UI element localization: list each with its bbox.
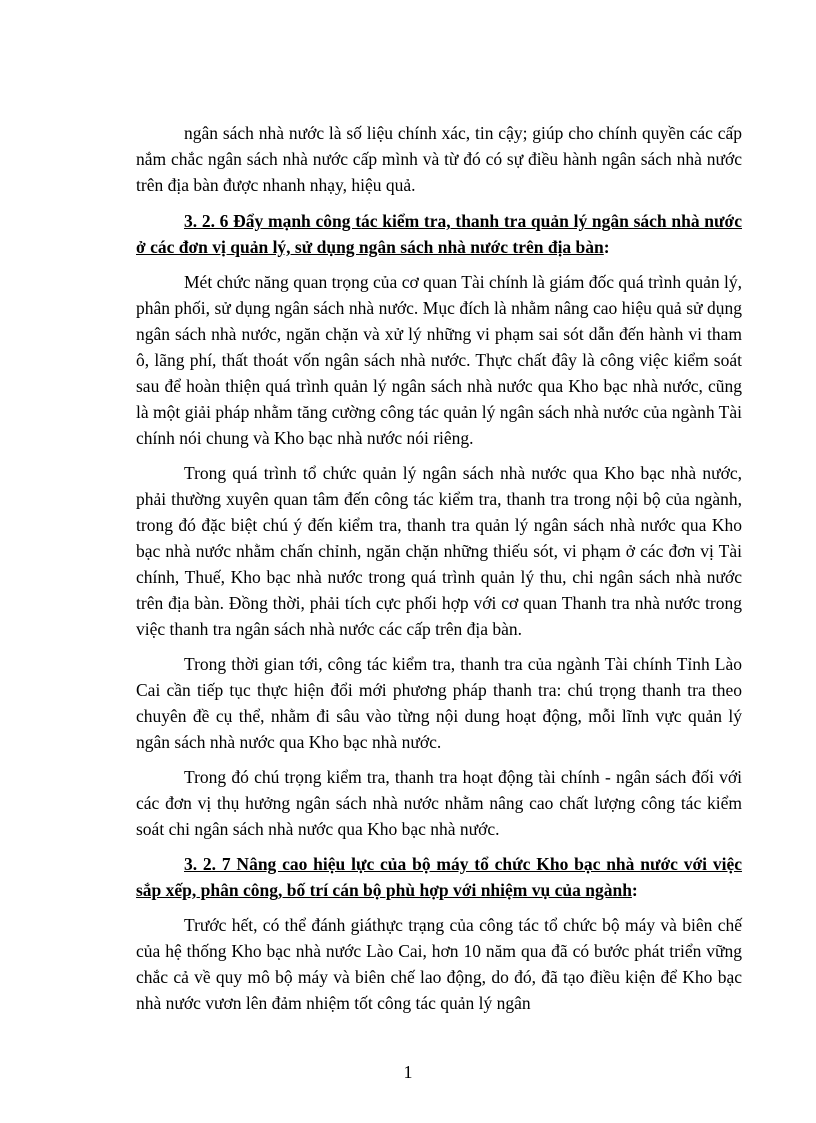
section-heading-3-2-6 [136, 208, 742, 260]
body-paragraph: Trong thời gian tới, công tác kiểm tra, thanh tra của ngành Tài chính Tỉnh Lào Cai cần tiếp tục thực hiện đổi mới phương pháp thanh tra: chú trọng thanh tra theo chuyên đề cụ thể, nhằm đi sâu vào từng nội dung hoạt động, mỗi lĩnh vực quản lý ngân sách nhà nước qua Kho bạc nhà nước. [136, 654, 742, 752]
document-page [136, 120, 742, 1025]
section-heading-3-2-7 [136, 851, 742, 903]
heading-suffix: : [603, 237, 610, 257]
heading-text: 3. 2. 6 Đẩy mạnh công tác kiểm tra, thanh tra quản lý ngân sách nhà nước ở các đơn vị quản lý, sử dụng ngân sách nhà nước trên địa bàn [136, 211, 742, 257]
heading-suffix: : [631, 880, 638, 900]
heading-text: 3. 2. 7 Nâng cao hiệu lực của bộ máy tổ chức Kho bạc nhà nước với việc sắp xếp, phân công, bố trí cán bộ phù hợp với nhiệm vụ của ngành [136, 854, 742, 900]
paragraph-continuation: ngân sách nhà nước là số liệu chính xác, tin cậy; giúp cho chính quyền các cấp nắm chắc ngân sách nhà nước cấp mình và từ đó có sự điều hành ngân sách nhà nước trên địa bàn được nhanh nhạy, hiệu quả. [136, 123, 742, 195]
page-number: 1 [403, 1062, 413, 1082]
body-paragraph: Mét chức năng quan trọng của cơ quan Tài chính là giám đốc quá trình quản lý, phân phối, sử dụng ngân sách nhà nước. Mục đích là nhằm nâng cao hiệu quả sử dụng ngân sách nhà nước, ngăn chặn và xử lý những vi phạm sai sót dẫn đến hành vi tham ô, lãng phí, thất thoát vốn ngân sách nhà nước. Thực chất đây là công việc kiểm soát sau để hoàn thiện quá trình quản lý ngân sách nhà nước qua Kho bạc nhà nước, cũng là một giải pháp nhằm tăng cường công tác quản lý ngân sách nhà nước của ngành Tài chính nói chung và Kho bạc nhà nước nói riêng. [136, 272, 742, 448]
body-paragraph: Trong đó chú trọng kiểm tra, thanh tra hoạt động tài chính - ngân sách đối với các đơn vị thụ hưởng ngân sách nhà nước nhằm nâng cao chất lượng công tác kiểm soát chi ngân sách nhà nước qua Kho bạc nhà nước. [136, 767, 742, 839]
body-paragraph: Trong quá trình tổ chức quản lý ngân sách nhà nước qua Kho bạc nhà nước, phải thường xuyên quan tâm đến công tác kiểm tra, thanh tra trong nội bộ của ngành, trong đó đặc biệt chú ý đến kiểm tra, thanh tra quản lý ngân sách nhà nước qua Kho bạc nhà nước nhằm chấn chỉnh, ngăn chặn những thiếu sót, vi phạm ở các đơn vị Tài chính, Thuế, Kho bạc nhà nước trong quá trình quản lý thu, chi ngân sách nhà nước trên địa bàn. Đồng thời, phải tích cực phối hợp với cơ quan Thanh tra nhà nước trong việc thanh tra ngân sách nhà nước các cấp trên địa bàn. [136, 463, 742, 639]
body-paragraph: Trước hết, có thể đánh giáthực trạng của công tác tổ chức bộ máy và biên chế của hệ thống Kho bạc nhà nước Lào Cai, hơn 10 năm qua đã có bước phát triển vững chắc cả về quy mô bộ máy và biên chế lao động, do đó, đã tạo điều kiện để Kho bạc nhà nước vươn lên đảm nhiệm tốt công tác quản lý ngân [136, 915, 742, 1013]
